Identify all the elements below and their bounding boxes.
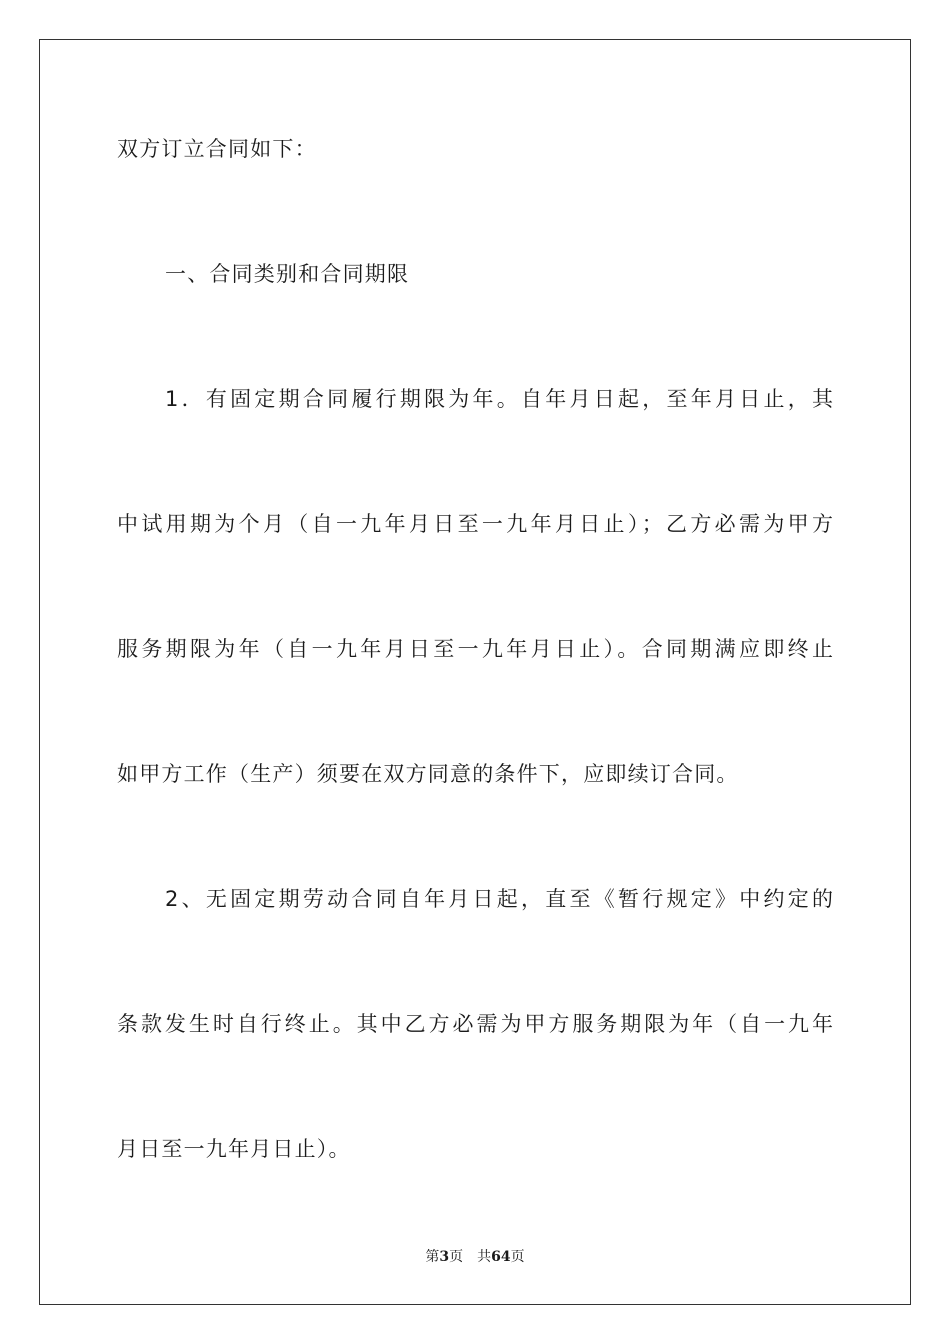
page-frame — [39, 39, 911, 1305]
paragraph-intro: 双方订立合同如下： — [117, 137, 317, 161]
page-footer — [0, 1248, 950, 1266]
section-heading: 一、合同类别和合同期限 — [165, 262, 410, 286]
page-prefix: 第 — [425, 1249, 440, 1265]
paragraph-line: 服务期限为年（自一九年月日至一九年月日止）。合同期满应即终止 — [117, 637, 833, 661]
paragraph-line: 2、无固定期劳动合同自年月日起，直至《暂行规定》中约定的 — [165, 887, 833, 911]
total-prefix: 共 — [477, 1249, 492, 1265]
page-number: 3 — [439, 1249, 450, 1265]
paragraph-line: 如甲方工作（生产）须要在双方同意的条件下，应即续订合同。 — [117, 762, 739, 786]
total-suffix: 页 — [510, 1249, 525, 1265]
page-suffix: 页 — [449, 1249, 464, 1265]
paragraph-line: 条款发生时自行终止。其中乙方必需为甲方服务期限为年（自一九年 — [117, 1012, 833, 1036]
paragraph-line: 中试用期为个月（自一九年月日至一九年月日止）；乙方必需为甲方 — [117, 512, 833, 536]
paragraph-line: 1．有固定期合同履行期限为年。自年月日起，至年月日止，其 — [165, 387, 833, 411]
paragraph-line: 月日至一九年月日止）。 — [117, 1137, 351, 1161]
total-pages: 64 — [491, 1249, 511, 1265]
